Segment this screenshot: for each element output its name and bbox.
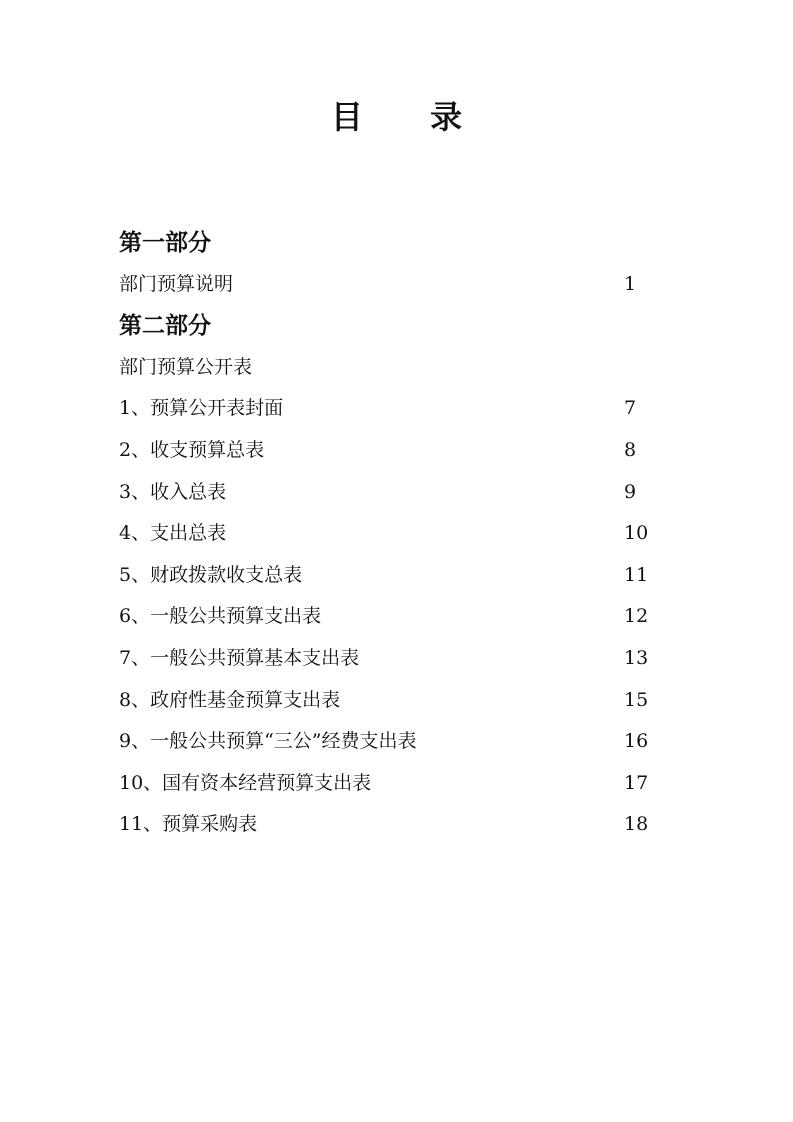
toc-entry-label: 部门预算公开表: [119, 355, 253, 378]
toc-entry[interactable]: [119, 472, 664, 514]
table-of-contents: [119, 222, 664, 846]
toc-page-number: 10: [624, 522, 649, 545]
toc-entry-label: 6、一般公共预算支出表: [119, 605, 322, 628]
toc-entry[interactable]: [119, 721, 664, 763]
toc-entry[interactable]: [119, 680, 664, 722]
toc-entry[interactable]: [119, 430, 664, 472]
toc-part-label: 第二部分: [119, 312, 211, 340]
toc-page-number: 18: [624, 813, 649, 836]
toc-entry-label: 1、预算公开表封面: [119, 397, 284, 420]
toc-entry[interactable]: [119, 763, 664, 805]
toc-entry-label: 5、财政拨款收支总表: [119, 563, 303, 586]
toc-entry[interactable]: [119, 264, 664, 306]
toc-entry-label: 4、支出总表: [119, 522, 227, 545]
toc-entry[interactable]: [119, 555, 664, 597]
toc-entry-label: 11、预算采购表: [119, 813, 258, 836]
toc-page-number: 11: [624, 563, 649, 586]
toc-entry-label: 8、政府性基金预算支出表: [119, 688, 341, 711]
toc-page-number: 16: [624, 730, 649, 753]
toc-entry-label: 部门预算说明: [119, 272, 234, 295]
toc-page-number: 17: [624, 771, 649, 794]
toc-page-number: 15: [624, 688, 649, 711]
toc-page-number: 12: [624, 605, 649, 628]
toc-entry[interactable]: [119, 513, 664, 555]
toc-entry-label: 3、收入总表: [119, 480, 227, 503]
toc-section-heading: [119, 347, 664, 389]
toc-entry-label: 7、一般公共预算基本支出表: [119, 646, 360, 669]
toc-entry[interactable]: [119, 804, 664, 846]
toc-entry-label: 10、国有资本经营预算支出表: [119, 771, 372, 794]
page-title: 目 录: [330, 98, 491, 136]
toc-page-number: 8: [624, 438, 637, 461]
toc-part-label: 第一部分: [119, 229, 211, 256]
toc-entry-label: 9、一般公共预算“三公”经费支出表: [119, 730, 417, 753]
toc-part-heading: [119, 222, 664, 264]
toc-entry[interactable]: [119, 388, 664, 430]
toc-entry[interactable]: [119, 596, 664, 638]
toc-part-heading: [119, 305, 664, 347]
toc-page-number: 7: [624, 397, 637, 420]
toc-entry-label: 2、收支预算总表: [119, 438, 265, 461]
toc-page-number: 1: [624, 272, 637, 295]
toc-page-number: 13: [624, 646, 649, 669]
toc-entry[interactable]: [119, 638, 664, 680]
toc-page-number: 9: [624, 480, 637, 503]
